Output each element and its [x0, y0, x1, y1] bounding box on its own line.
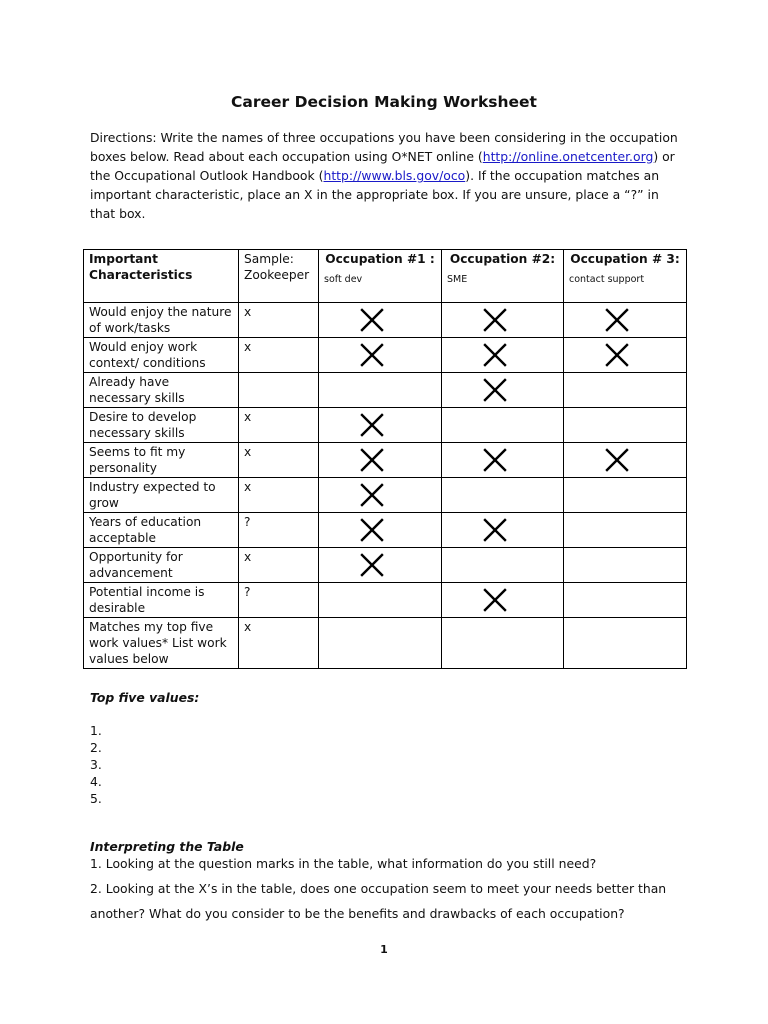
interpreting-heading: Interpreting the Table [90, 839, 244, 854]
sample-cell: ? [239, 513, 319, 548]
occupation-2-cell[interactable] [442, 513, 564, 548]
occupation-1-cell[interactable] [319, 548, 442, 583]
occupation-1-cell[interactable] [319, 443, 442, 478]
occupation-1-cell[interactable] [319, 583, 442, 618]
occupation-1-cell[interactable] [319, 303, 442, 338]
occupation-2-cell[interactable] [442, 618, 564, 669]
table-row [84, 548, 687, 583]
x-mark-icon [359, 447, 385, 473]
sample-cell [239, 373, 319, 408]
occupation-2-name: SME [447, 274, 468, 285]
sample-cell: x [239, 303, 319, 338]
x-mark-icon [604, 307, 630, 333]
occupation-3-label: Occupation # 3: [570, 252, 680, 266]
occupation-1-cell[interactable] [319, 513, 442, 548]
interpreting-section [90, 838, 680, 926]
x-mark-icon [604, 447, 630, 473]
characteristic-cell: Desire to develop necessary skills [84, 408, 239, 443]
table-row [84, 513, 687, 548]
occupation-2-cell[interactable] [442, 478, 564, 513]
sample-header: Sample: Zookeeper [239, 250, 319, 303]
occupation-1-cell[interactable] [319, 408, 442, 443]
table-row [84, 303, 687, 338]
occupation-3-cell[interactable] [564, 373, 687, 408]
worksheet-title: Career Decision Making Worksheet [231, 93, 537, 111]
x-mark-icon [359, 517, 385, 543]
occupation-3-cell[interactable] [564, 583, 687, 618]
table-row [84, 443, 687, 478]
occupation-3-cell[interactable] [564, 548, 687, 583]
page-number: 1 [380, 943, 388, 956]
occupation-1-cell[interactable] [319, 478, 442, 513]
table-row [84, 338, 687, 373]
occupation-2-cell[interactable] [442, 408, 564, 443]
occupation-3-cell[interactable] [564, 478, 687, 513]
x-mark-icon [482, 587, 508, 613]
values-list-item[interactable]: 5. [90, 791, 102, 806]
x-mark-icon [482, 517, 508, 543]
occupation-2-cell[interactable] [442, 548, 564, 583]
occupation-2-cell[interactable] [442, 443, 564, 478]
occupation-3-name: contact support [569, 274, 645, 285]
x-mark-icon [359, 342, 385, 368]
occupation-2-cell[interactable] [442, 373, 564, 408]
characteristic-cell: Potential income is desirable [84, 583, 239, 618]
occupation-3-cell[interactable] [564, 303, 687, 338]
x-mark-icon [482, 307, 508, 333]
sample-cell: x [239, 338, 319, 373]
sample-cell: x [239, 478, 319, 513]
top-values-section [90, 689, 199, 807]
occupation-1-name: soft dev [324, 274, 363, 285]
table-row [84, 583, 687, 618]
top-values-heading: Top five values: [90, 690, 200, 705]
characteristic-cell: Years of education acceptable [84, 513, 239, 548]
occupation-1-cell[interactable] [319, 338, 442, 373]
sample-cell: x [239, 443, 319, 478]
table-row [84, 373, 687, 408]
x-mark-icon [482, 447, 508, 473]
occupation-1-header[interactable] [319, 250, 442, 303]
x-mark-icon [359, 412, 385, 438]
characteristic-cell: Matches my top five work values* List work values below [84, 618, 239, 669]
occupation-3-cell[interactable] [564, 513, 687, 548]
sample-cell: ? [239, 583, 319, 618]
characteristic-cell: Would enjoy the nature of work/tasks [84, 303, 239, 338]
occupation-1-cell[interactable] [319, 618, 442, 669]
onet-link[interactable]: http://online.onetcenter.org [482, 149, 654, 164]
table-header-row [84, 250, 687, 303]
occupation-2-header[interactable] [442, 250, 564, 303]
x-mark-icon [359, 552, 385, 578]
directions-text-2: ) or the Occupational Outlook Handbook ( [90, 149, 675, 183]
question-1: 1. Looking at the question marks in the table, what information do you still need? [90, 856, 597, 871]
values-list-item[interactable]: 1. [90, 723, 102, 738]
sample-cell: x [239, 408, 319, 443]
sample-cell: x [239, 548, 319, 583]
occupation-3-header[interactable] [564, 250, 687, 303]
occupation-1-cell[interactable] [319, 373, 442, 408]
characteristic-cell: Already have necessary skills [84, 373, 239, 408]
directions-text-1: Directions: Write the names of three occupations you have been considering in the occupation boxes below. Read about each occupation using O*NET online ( [90, 130, 678, 164]
occupation-2-cell[interactable] [442, 303, 564, 338]
occupation-1-label: Occupation #1 : [325, 252, 435, 266]
characteristics-header: Important Characteristics [84, 250, 239, 303]
x-mark-icon [604, 342, 630, 368]
occupation-3-cell[interactable] [564, 408, 687, 443]
table-row [84, 408, 687, 443]
directions-text-3: ). If the occupation matches an important characteristic, place an X in the appropriate box. If you are unsure, place a “?” in that box. [90, 168, 660, 221]
table-row [84, 478, 687, 513]
occupation-2-cell[interactable] [442, 583, 564, 618]
x-mark-icon [482, 342, 508, 368]
characteristic-cell: Industry expected to grow [84, 478, 239, 513]
occupation-3-cell[interactable] [564, 618, 687, 669]
sample-cell: x [239, 618, 319, 669]
characteristic-cell: Would enjoy work context/ conditions [84, 338, 239, 373]
characteristic-cell: Opportunity for advancement [84, 548, 239, 583]
values-list-item[interactable]: 3. [90, 757, 102, 772]
x-mark-icon [482, 377, 508, 403]
x-mark-icon [359, 482, 385, 508]
characteristic-cell: Seems to fit my personality [84, 443, 239, 478]
values-list-item[interactable]: 2. [90, 740, 102, 755]
question-2: 2. Looking at the X’s in the table, does one occupation seem to meet your needs better than another? What do you consider to be the benefits and drawbacks of each occupation? [90, 881, 667, 921]
directions-paragraph [90, 128, 680, 223]
x-mark-icon [359, 307, 385, 333]
table-body [84, 303, 687, 669]
occupation-3-cell[interactable] [564, 338, 687, 373]
values-list-item[interactable]: 4. [90, 774, 102, 789]
occupation-2-cell[interactable] [442, 338, 564, 373]
bls-link[interactable]: http://www.bls.gov/oco [323, 168, 466, 183]
occupation-2-label: Occupation #2: [449, 252, 556, 266]
characteristics-table [83, 249, 687, 669]
table-row [84, 618, 687, 669]
occupation-3-cell[interactable] [564, 443, 687, 478]
